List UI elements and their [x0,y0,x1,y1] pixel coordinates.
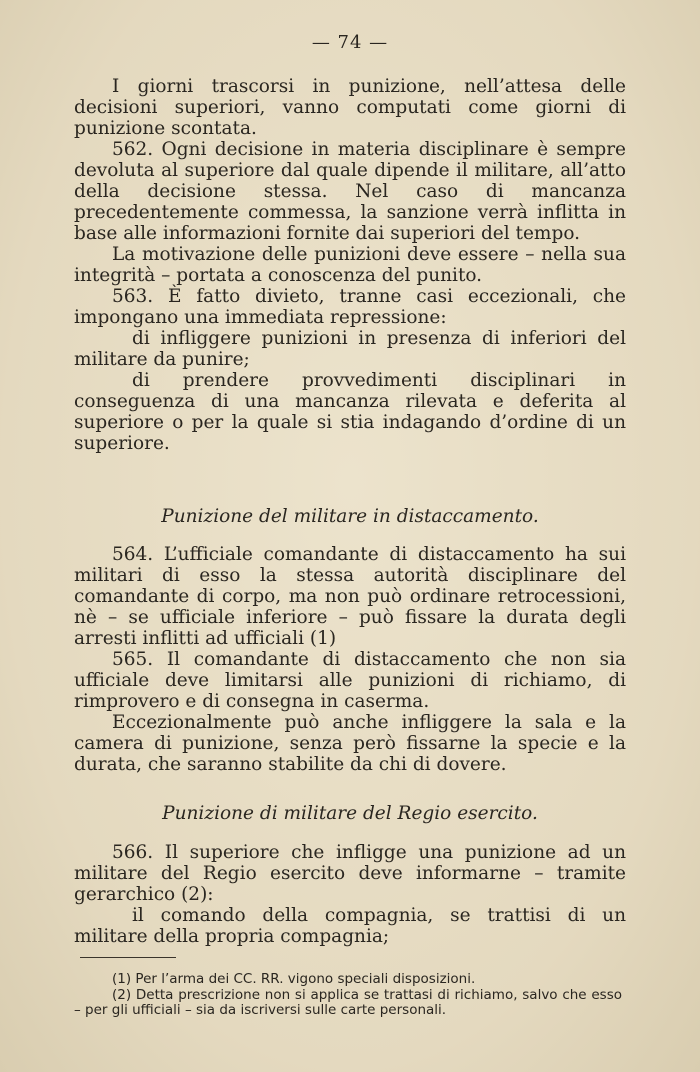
text-block-1 [74,76,626,454]
paragraph: I giorni trascorsi in punizione, nell’attesa delle decisioni superiori, vanno computati come giorni di punizione scontata. [74,76,626,139]
footnotes [74,972,622,1019]
paragraph-565: 565. Il comandante di distaccamento che non sia ufficiale deve limitarsi alle punizioni di richiamo, di rimprovero e di consegna in caserma. [74,649,626,712]
paragraph-566: 566. Il superiore che infligge una punizione ad un militare del Regio esercito deve informarne – tramite gerarchico (2): [74,842,626,905]
paragraph-562: 562. Ogni decisione in materia disciplinare è sempre devoluta al superiore dal quale dipende il militare, all’atto della decisione stessa. Nel caso di mancanza precedentemente commessa, la sanzione verrà inflitta in base alle informazioni fornite dai superiori del tempo. [74,139,626,244]
paragraph-564: 564. L’ufficiale comandante di distaccamento ha sui militari di esso la stessa autorità disciplinare del comandante di corpo, ma non può ordinare retrocessioni, nè – se ufficiale inferiore – può fissare la durata degli arresti inflitti ad ufficiali (1) [74,544,626,649]
footnote: (2) Detta prescrizione non si applica se trattasi di richiamo, salvo che esso – per gli ufficiali – sia da iscriversi sulle carte personali. [74,986,622,1018]
paragraph: Eccezionalmente può anche infliggere la sala e la camera di punizione, senza però fissarne la specie e la durata, che saranno stabilite da chi di dovere. [74,712,626,775]
footnote-divider [80,957,176,958]
text-block-2 [74,544,626,775]
section-heading: Punizione di militare del Regio esercito. [162,803,538,824]
list-item: il comando della compagnia, se trattisi di un militare della propria compagnia; [74,905,626,947]
list-item: di infliggere punizioni in presenza di inferiori del militare da punire; [74,328,626,370]
list-item: di prendere provvedimenti disciplinari in conseguenza di una mancanza rilevata e deferita al superiore o per la quale si stia indagando d’ordine di un superiore. [74,370,626,454]
page-number: — 74 — [311,32,389,53]
paragraph-563: 563. È fatto divieto, tranne casi eccezionali, che impongano una immediata repressione: [74,286,626,328]
section-heading: Punizione del militare in distaccamento. [161,506,539,527]
paragraph: La motivazione delle punizioni deve essere – nella sua integrità – portata a conoscenza del punito. [74,244,626,286]
text-block-3 [74,842,626,947]
footnote: (1) Per l’arma dei CC. RR. vigono speciali disposizioni. [112,971,476,987]
